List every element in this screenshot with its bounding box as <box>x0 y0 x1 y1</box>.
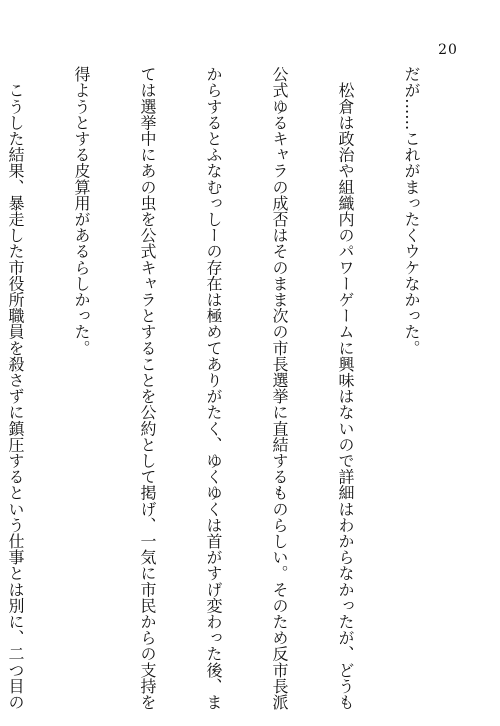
text-line: 得ようとする皮算用があるらしかった。 <box>72 66 91 356</box>
text-line: からするとふなむっしーの存在は極めてありがたく、ゆくゆくは首がすげ変わった後、ま <box>204 66 223 710</box>
vertical-text-body <box>6 66 466 710</box>
text-line: 松倉は政治や組織内のパワーゲームに興味はないので詳細はわからなかったが、どうも <box>336 66 355 710</box>
text-line: だが……これがまったくウケなかった。 <box>402 66 421 356</box>
page-number: 20 <box>438 42 458 58</box>
text-line: 公式ゆるキャラの成否はそのまま次の市長選挙に直結するものらしい。そのため反市長派 <box>270 66 289 710</box>
text-line: ては選挙中にあの虫を公式キャラとすることを公約として掲げ、一気に市民からの支持を <box>138 66 157 710</box>
text-line: こうした結果、暴走した市役所職員を殺さずに鎮圧するという仕事とは別に、二つ目の <box>6 66 25 710</box>
